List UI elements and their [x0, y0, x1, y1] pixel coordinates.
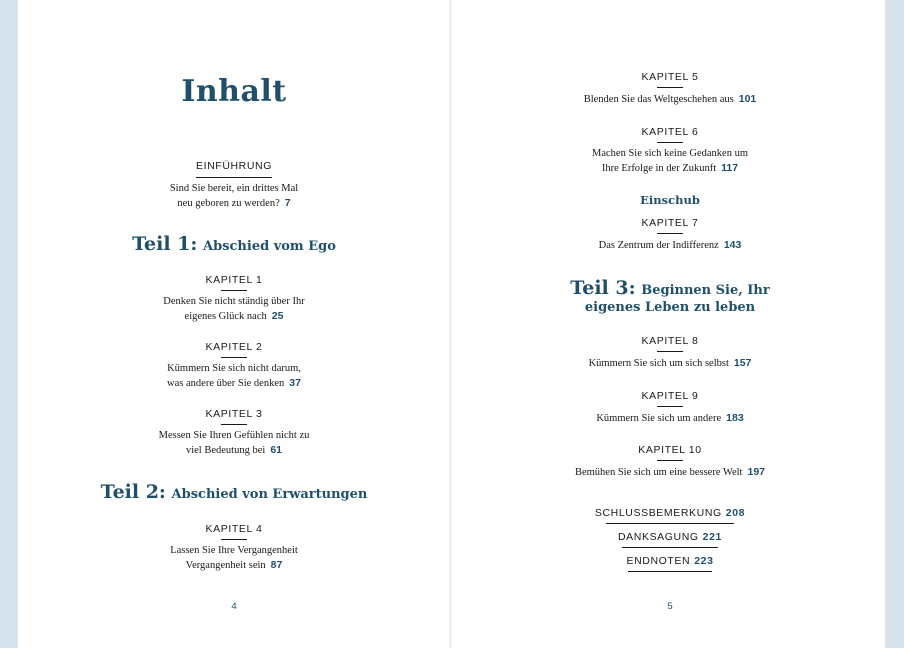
chapter-2-description	[167, 362, 301, 391]
chapter-10-page-number: 197	[747, 466, 766, 478]
chapter-5-description	[584, 92, 757, 107]
chapter-3-description	[159, 429, 310, 458]
part-3-prefix: Teil 3:	[570, 277, 636, 299]
intro-line-2: neu geboren zu werden?	[177, 198, 280, 209]
intro-rule	[196, 177, 272, 178]
chapter-10-label: KAPITEL 10	[638, 444, 702, 456]
part-3-title-line-2: eigenes Leben zu leben	[584, 300, 756, 315]
chapter-4-page-number: 87	[270, 559, 283, 571]
chapter-1-line-1: Denken Sie nicht ständig über Ihr	[163, 296, 305, 307]
chapter-6-description	[592, 147, 748, 176]
chapter-8-line-1: Kümmern Sie sich um sich selbst	[588, 358, 729, 369]
chapter-9-description	[596, 411, 743, 426]
closing-label: SCHLUSSBEMERKUNG	[594, 507, 722, 519]
chapter-10-rule	[657, 460, 683, 461]
intro-page-number: 7	[284, 197, 291, 209]
chapter-1-line-2: eigenes Glück nach	[184, 311, 267, 322]
chapter-10-description	[575, 465, 765, 480]
notes-entry	[626, 555, 713, 567]
chapter-8-rule	[657, 351, 683, 352]
part-1-heading	[132, 233, 336, 255]
chapter-3-rule	[221, 424, 247, 425]
intro-description	[170, 182, 298, 211]
chapter-3-page-number: 61	[270, 444, 282, 456]
part-3-title-line-1: Beginnen Sie, Ihr	[641, 283, 770, 298]
chapter-4-line-2: Vergangenheit sein	[185, 560, 266, 571]
part-2-heading	[101, 481, 368, 503]
left-page	[18, 0, 449, 648]
thanks-page-number: 221	[702, 531, 723, 543]
chapter-7-page-number: 143	[723, 239, 742, 251]
chapter-1-label: KAPITEL 1	[205, 274, 263, 286]
chapter-3-label: KAPITEL 3	[205, 408, 263, 420]
chapter-9-line-1: Kümmern Sie sich um andere	[596, 413, 722, 424]
left-folio: 4	[231, 601, 237, 612]
chapter-9-label: KAPITEL 9	[641, 390, 699, 402]
chapter-2-line-2: was andere über Sie denken	[167, 378, 285, 389]
chapter-4-description	[170, 544, 298, 573]
thanks-label: DANKSAGUNG	[617, 531, 699, 543]
chapter-5-line-1: Blenden Sie das Weltgeschehen aus	[583, 94, 734, 105]
einschub-heading: Einschub	[640, 193, 700, 207]
page-title: Inhalt	[181, 74, 287, 109]
intro-label: EINFÜHRUNG	[196, 160, 272, 172]
chapter-1-description	[163, 295, 304, 324]
chapter-8-label: KAPITEL 8	[641, 335, 699, 347]
right-folio: 5	[667, 601, 673, 612]
chapter-5-label: KAPITEL 5	[641, 71, 699, 83]
part-2-prefix: Teil 2:	[100, 481, 166, 503]
chapter-5-page-number: 101	[738, 93, 757, 105]
chapter-9-rule	[657, 406, 683, 407]
chapter-7-rule	[657, 233, 683, 234]
part-1-title: Abschied vom Ego	[203, 239, 336, 254]
chapter-7-line-1: Das Zentrum der Indifferenz	[598, 240, 719, 251]
notes-label: ENDNOTEN	[626, 555, 691, 567]
chapter-4-rule	[221, 539, 247, 540]
part-2-title: Abschied von Erwartungen	[171, 487, 368, 502]
part-3-heading	[570, 277, 770, 316]
chapter-2-page-number: 37	[289, 377, 301, 389]
chapter-9-page-number: 183	[726, 412, 744, 424]
chapter-4-label: KAPITEL 4	[205, 523, 263, 535]
chapter-3-line-2: viel Bedeutung bei	[185, 445, 266, 456]
chapter-10-line-1: Bemühen Sie sich um eine bessere Welt	[574, 467, 743, 478]
part-1-prefix: Teil 1:	[132, 233, 198, 255]
closing-entry	[595, 507, 745, 519]
chapter-7-label: KAPITEL 7	[641, 217, 699, 229]
chapter-5-rule	[657, 87, 683, 88]
chapter-6-rule	[657, 142, 683, 143]
chapter-4-line-1: Lassen Sie Ihre Vergangenheit	[170, 545, 298, 556]
chapter-2-line-1: Kümmern Sie sich nicht darum,	[167, 363, 301, 374]
closing-page-number: 208	[725, 507, 746, 519]
chapter-6-page-number: 117	[721, 162, 739, 174]
closing-rule	[606, 523, 734, 524]
chapter-6-line-1: Machen Sie sich keine Gedanken um	[592, 148, 748, 159]
chapter-6-line-2: Ihre Erfolge in der Zukunft	[601, 163, 717, 174]
chapter-7-description	[599, 238, 742, 253]
chapter-3-line-1: Messen Sie Ihren Gefühlen nicht zu	[158, 430, 310, 441]
chapter-6-label: KAPITEL 6	[641, 126, 699, 138]
intro-line-1: Sind Sie bereit, ein drittes Mal	[169, 183, 299, 194]
chapter-1-page-number: 25	[271, 310, 284, 322]
chapter-8-page-number: 157	[733, 357, 752, 369]
chapter-8-description	[589, 356, 752, 371]
thanks-entry	[618, 531, 722, 543]
chapter-2-rule	[221, 357, 247, 358]
notes-page-number: 223	[694, 555, 714, 567]
thanks-rule	[622, 547, 718, 548]
chapter-2-label: KAPITEL 2	[205, 341, 263, 353]
notes-rule	[628, 571, 712, 572]
chapter-1-rule	[221, 290, 247, 291]
right-page	[452, 0, 885, 648]
